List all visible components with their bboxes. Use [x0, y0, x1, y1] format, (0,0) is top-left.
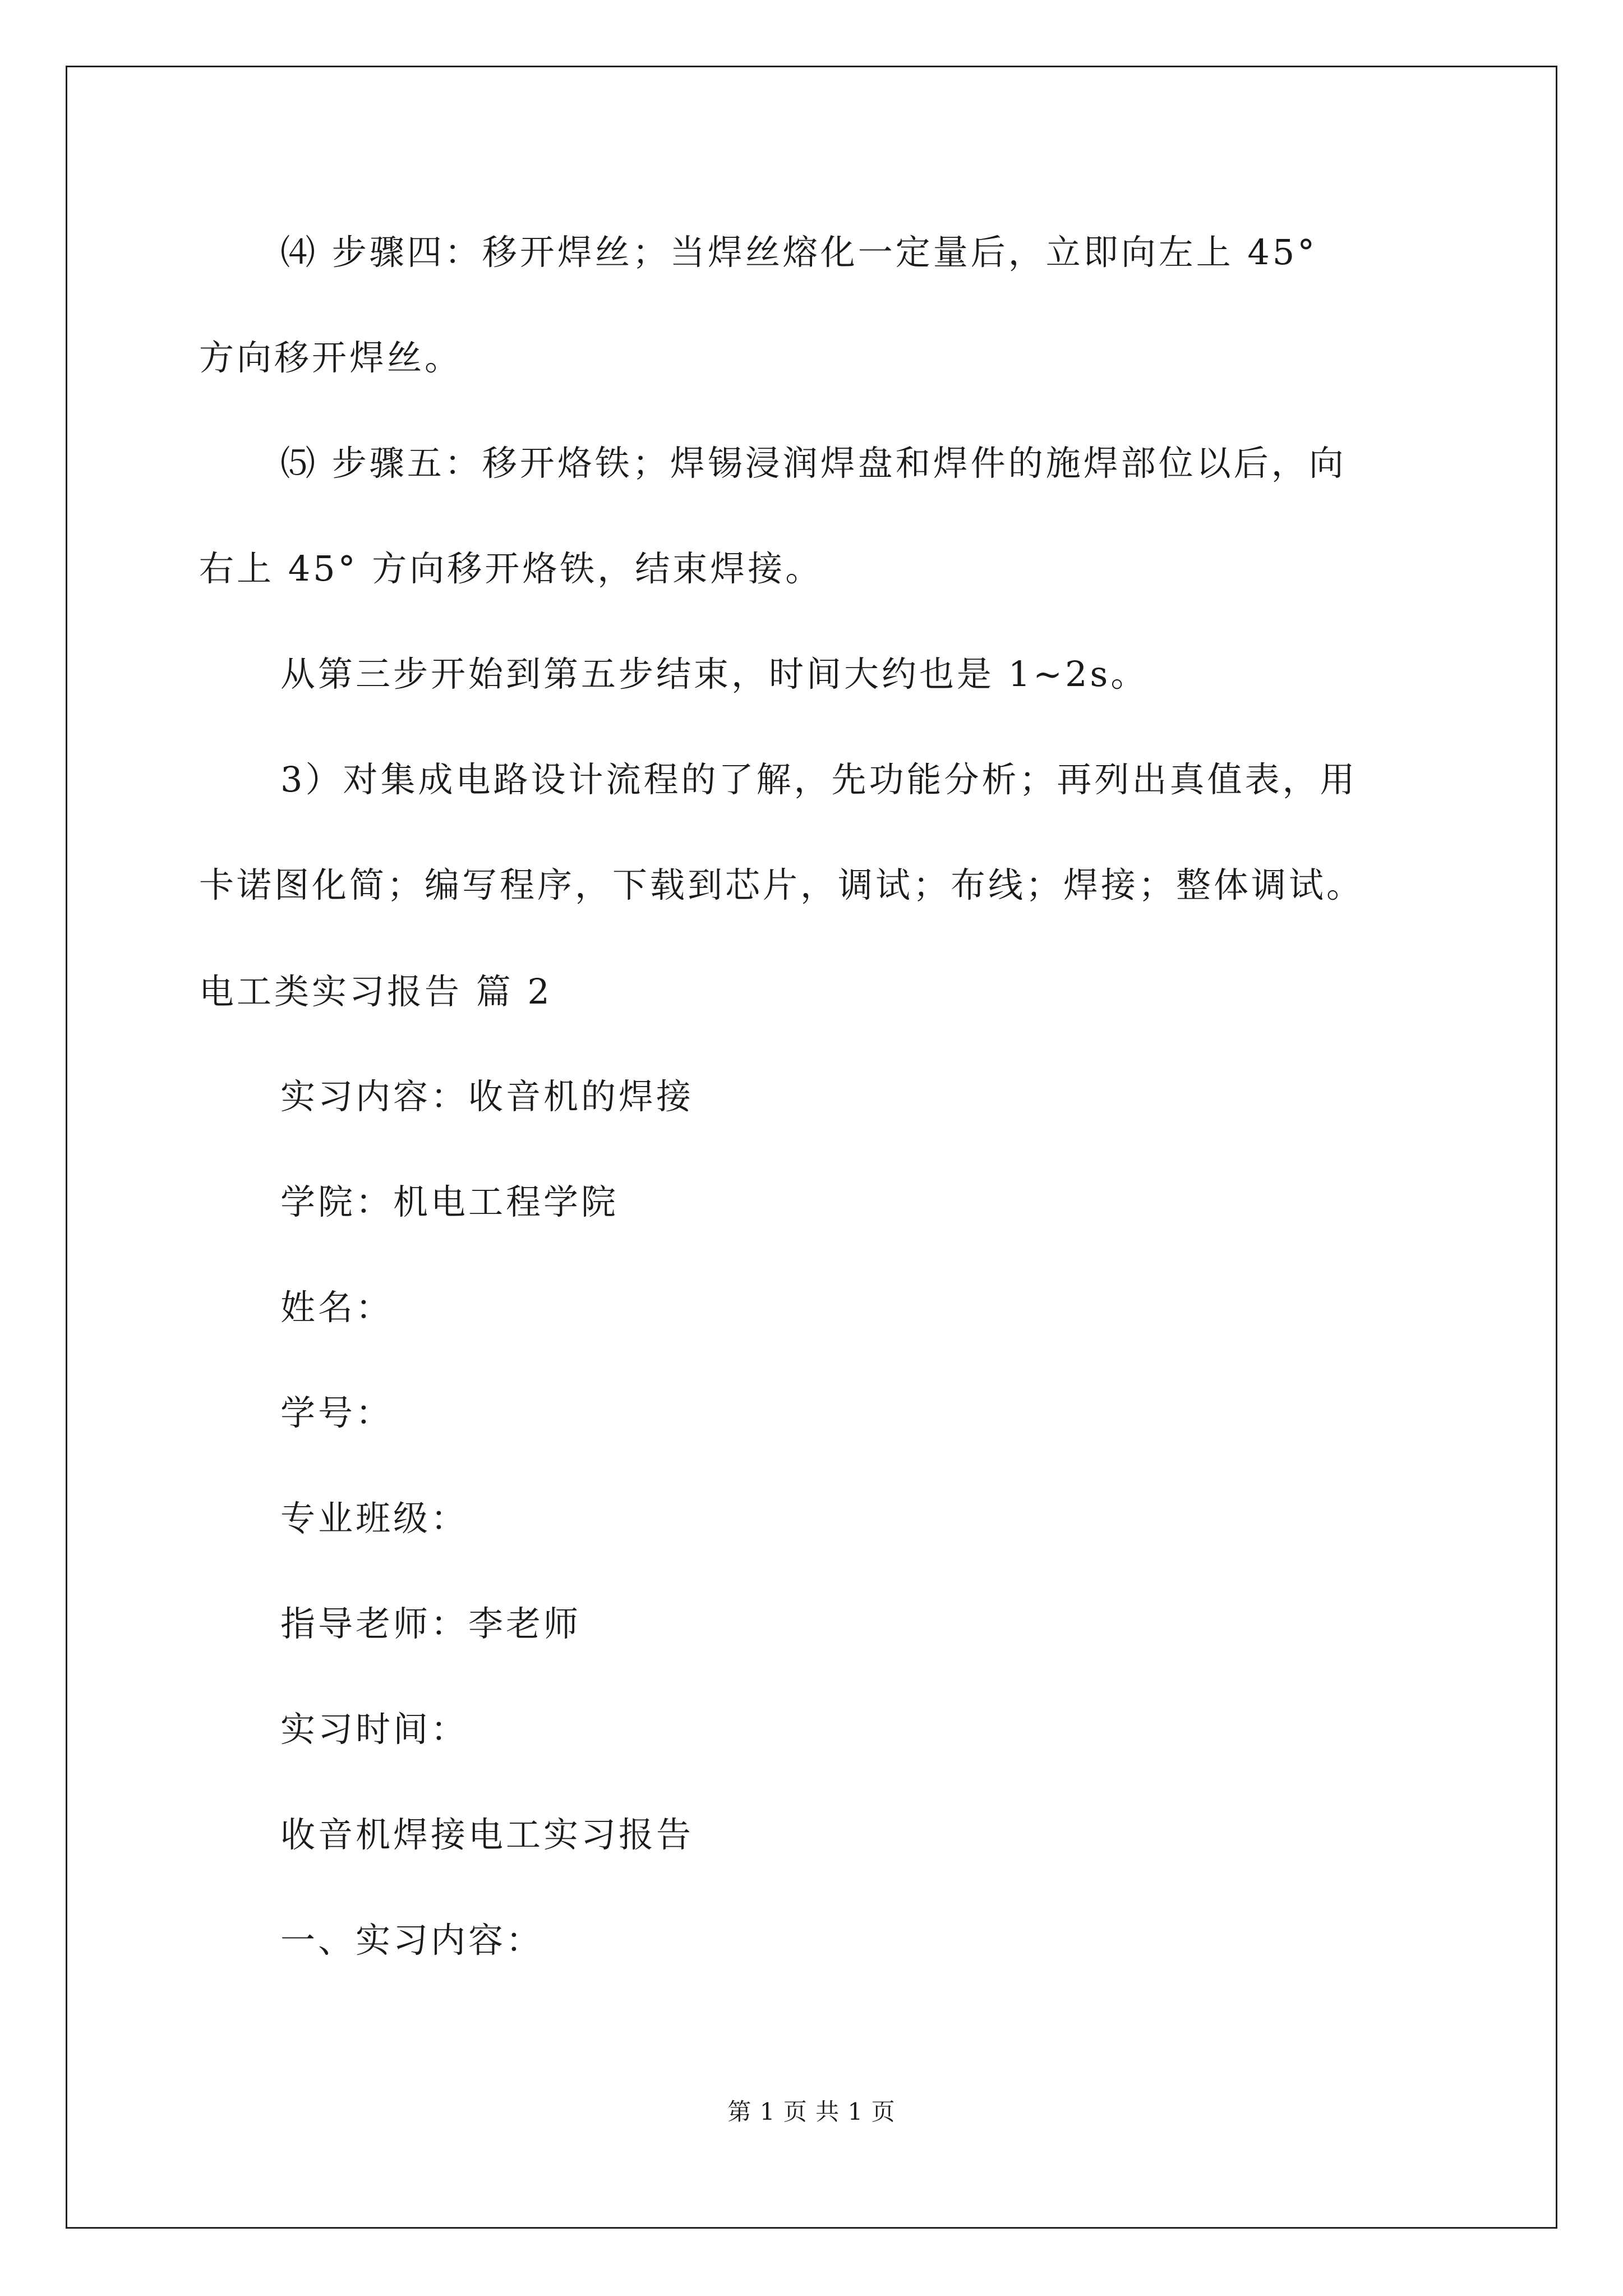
paragraph-line-step5: ⑸ 步骤五：移开烙铁；焊锡浸润焊盘和焊件的施焊部位以后，向 — [280, 443, 1347, 484]
paragraph-line-step4: ⑷ 步骤四：移开焊丝；当焊丝熔化一定量后，立即向左上 45° — [280, 232, 1318, 273]
field-instructor: 指导老师：李老师 — [280, 1603, 582, 1644]
section-heading: 电工类实习报告 篇 2 — [199, 971, 552, 1012]
paragraph-line-design-flow: 3）对集成电路设计流程的了解，先功能分析；再列出真值表，用 — [280, 759, 1358, 800]
paragraph-line-step4-cont: 方向移开焊丝。 — [199, 337, 463, 378]
paragraph-line-timing: 从第三步开始到第五步结束，时间大约也是 1~2s。 — [280, 654, 1149, 694]
page-number-footer: 第 1 页 共 1 页 — [727, 2098, 896, 2125]
field-name: 姓名： — [280, 1287, 394, 1328]
field-student-id: 学号： — [280, 1392, 394, 1433]
subsection-heading: 一、实习内容： — [280, 1920, 544, 1961]
paragraph-line-step5-cont: 右上 45° 方向移开烙铁，结束焊接。 — [199, 548, 823, 589]
report-title: 收音机焊接电工实习报告 — [280, 1814, 694, 1855]
paragraph-line-design-flow-cont: 卡诺图化简；编写程序，下载到芯片，调试；布线；焊接；整体调试。 — [199, 864, 1364, 905]
page-frame — [66, 66, 1557, 2229]
field-internship-time: 实习时间： — [280, 1709, 469, 1750]
field-internship-content: 实习内容：收音机的焊接 — [280, 1076, 694, 1117]
field-major-class: 专业班级： — [280, 1498, 469, 1539]
field-college: 学院：机电工程学院 — [280, 1181, 619, 1222]
